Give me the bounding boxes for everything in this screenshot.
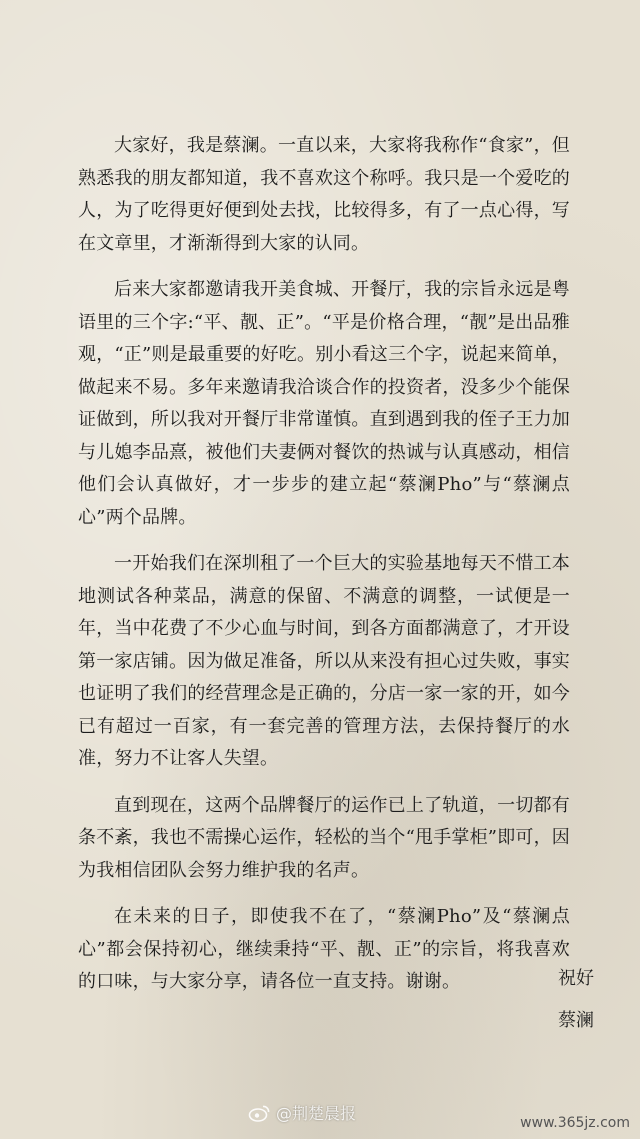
paragraph-3: 一开始我们在深圳租了一个巨大的实验基地每天不惜工本地测试各种菜品，满意的保留、不满意的调整，一试便是一年，当中花费了不少心血与时间，到各方面都满意了，才开设第一家店铺。因为做足准备，所以从来没有担心过失败，事实也证明了我们的经营理念是正确的，分店一家一家的开，如今已有超过一百家，有一套完善的管理方法，去保持餐厅的水准，努力不让客人失望。 (78, 553, 570, 769)
paragraph-2: 后来大家都邀请我开美食城、开餐厅，我的宗旨永远是粤语里的三个字:“平、靓、正”。“平是价格合理，“靓”是出品雅观，“正”则是最重要的好吃。别小看这三个字，说起来简单，做起来不易。多年来邀请我洽谈合作的投资者，没多少个能保证做到，所以我对开餐厅非常谨慎。直到遇到我的侄子王力加与儿媳李品熹，被他们夫妻俩对餐饮的热诚与认真感动，相信他们会认真做好，才一步步的建立起“蔡澜Pho”与“蔡澜点心”两个品牌。 (78, 279, 571, 528)
site-watermark: www.365jz.com (520, 1115, 630, 1131)
weibo-logo-icon (248, 1104, 270, 1122)
paragraph-5: 在未来的日子，即使我不在了，“蔡澜Pho”及“蔡澜点心”都会保持初心，继续秉持“平、靓、正”的宗旨，将我喜欢的口味，与大家分享，请各位一直支持。谢谢。 (78, 906, 570, 992)
paragraph-4: 直到现在，这两个品牌餐厅的运作已上了轨道，一切都有条不紊，我也不需操心运作，轻松的当个“甩手掌柜”即可，因为我相信团队会努力维护我的名声。 (78, 794, 571, 881)
weibo-watermark (248, 1101, 356, 1124)
paragraph-1: 大家好，我是蔡澜。一直以来，大家将我称作“食家”，但熟悉我的朋友都知道，我不喜欢这个称呼。我只是一个爱吃的人，为了吃得更好便到处去找，比较得多，有了一点心得，写在文章里，才渐渐得到大家的认同。 (78, 135, 570, 254)
letter-closing (558, 958, 594, 1042)
weibo-watermark-text: @荆楚晨报 (276, 1104, 357, 1123)
closing-greeting: 祝好 (558, 968, 594, 989)
letter-body (78, 130, 570, 1013)
signature: 蔡澜 (558, 1010, 594, 1031)
